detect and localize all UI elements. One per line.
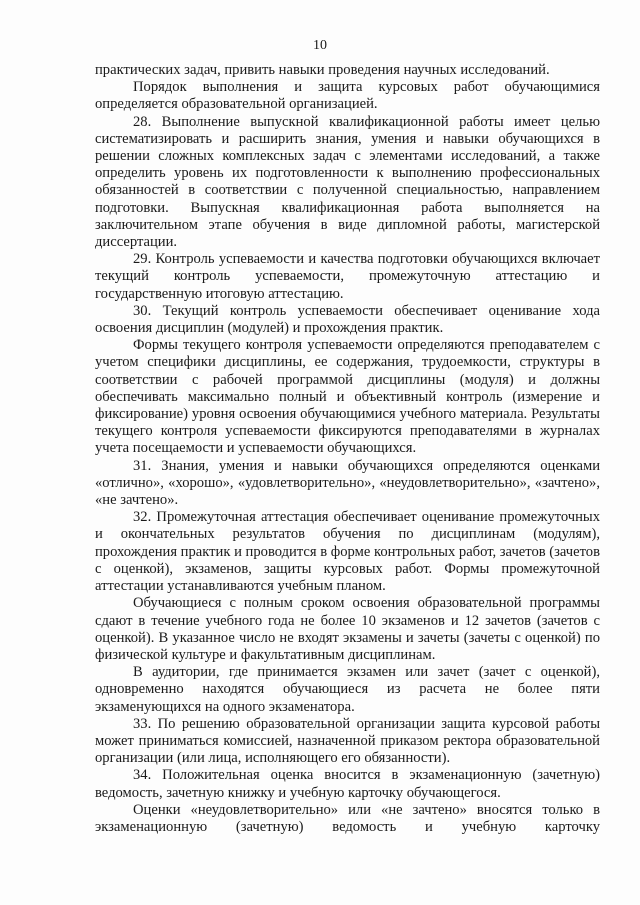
paragraph-failing-grades: Оценки «неудовлетворительно» или «не зачтено» вносятся только в экзаменационную (зачетную) ведомость и учебную карточку bbox=[95, 801, 600, 835]
page-number: 10 bbox=[313, 38, 327, 53]
paragraph-28: 28. Выполнение выпускной квалификационной работы имеет целью систематизировать и расширить знания, умения и навыки обучающихся в решении сложных комплексных задач с элементами исследований, а также определить уровень их подготовленности к выполнению профессиональных обязанностей в соответствии с полученной специальностью, направлением подготовки. Выпускная квалификационная работа выполняется на заключительном этапе обучения в виде дипломной работы, магистерской диссертации. bbox=[95, 113, 600, 251]
paragraph-32: 32. Промежуточная аттестация обеспечивает оценивание промежуточных и окончательных результатов обучения по дисциплинам (модулям), прохождения практик и проводится в форме контрольных работ, зачетов (зачетов с оценкой), экзаменов, защиты курсовых работ. Формы промежуточной аттестации устанавливаются учебным планом. bbox=[95, 509, 600, 595]
body-text bbox=[95, 62, 600, 836]
paragraph-29: 29. Контроль успеваемости и качества подготовки обучающихся включает текущий контроль успеваемости, промежуточную аттестацию и государственную итоговую аттестацию. bbox=[95, 251, 600, 302]
paragraph-exam-limits: Обучающиеся с полным сроком освоения образовательной программы сдают в течение учебного года не более 10 экзаменов и 12 зачетов (зачетов с оценкой). В указанное число не входят экзамены и зачеты (зачеты с оценкой) по физической культуре и факультативным дисциплинам. bbox=[95, 595, 600, 663]
paragraph-33: 33. По решению образовательной организации защита курсовой работы может приниматься комиссией, назначенной приказом ректора образовательной организации (или лица, исполняющего его обязанности). bbox=[95, 715, 600, 767]
paragraph-31: 31. Знания, умения и навыки обучающихся определяются оценками «отлично», «хорошо», «удовлетворительно», «неудовлетворительно», «зачтено», «не зачтено». bbox=[95, 457, 600, 509]
paragraph-auditorium: В аудитории, где принимается экзамен или зачет (зачет с оценкой), одновременно находятся обучающиеся из расчета не более пяти экзаменующихся на одного экзаменатора. bbox=[95, 664, 600, 715]
paragraph-coursework-procedure: Порядок выполнения и защита курсовых работ обучающимися определяется образовательной организацией. bbox=[95, 79, 600, 113]
paragraph-forms-of-control: Формы текущего контроля успеваемости определяются преподавателем с учетом специфики дисциплины, ее содержания, трудоемкости, структуры в соответствии с рабочей программой дисциплины (модуля) и должны обеспечивать максимально полный и объективный контроль (измерение и фиксирование) уровня освоения обучающимися учебного материала. Результаты текущего контроля успеваемости фиксируются преподавателями в журналах учета посещаемости и успеваемости обучающихся. bbox=[95, 337, 600, 457]
paragraph-34: 34. Положительная оценка вносится в экзаменационную (зачетную) ведомость, зачетную книжку и учебную карточку обучающегося. bbox=[95, 767, 600, 801]
paragraph-continuation: практических задач, привить навыки проведения научных исследований. bbox=[95, 62, 550, 78]
paragraph-30: 30. Текущий контроль успеваемости обеспечивает оценивание хода освоения дисциплин (модулей) и прохождения практик. bbox=[95, 302, 600, 337]
